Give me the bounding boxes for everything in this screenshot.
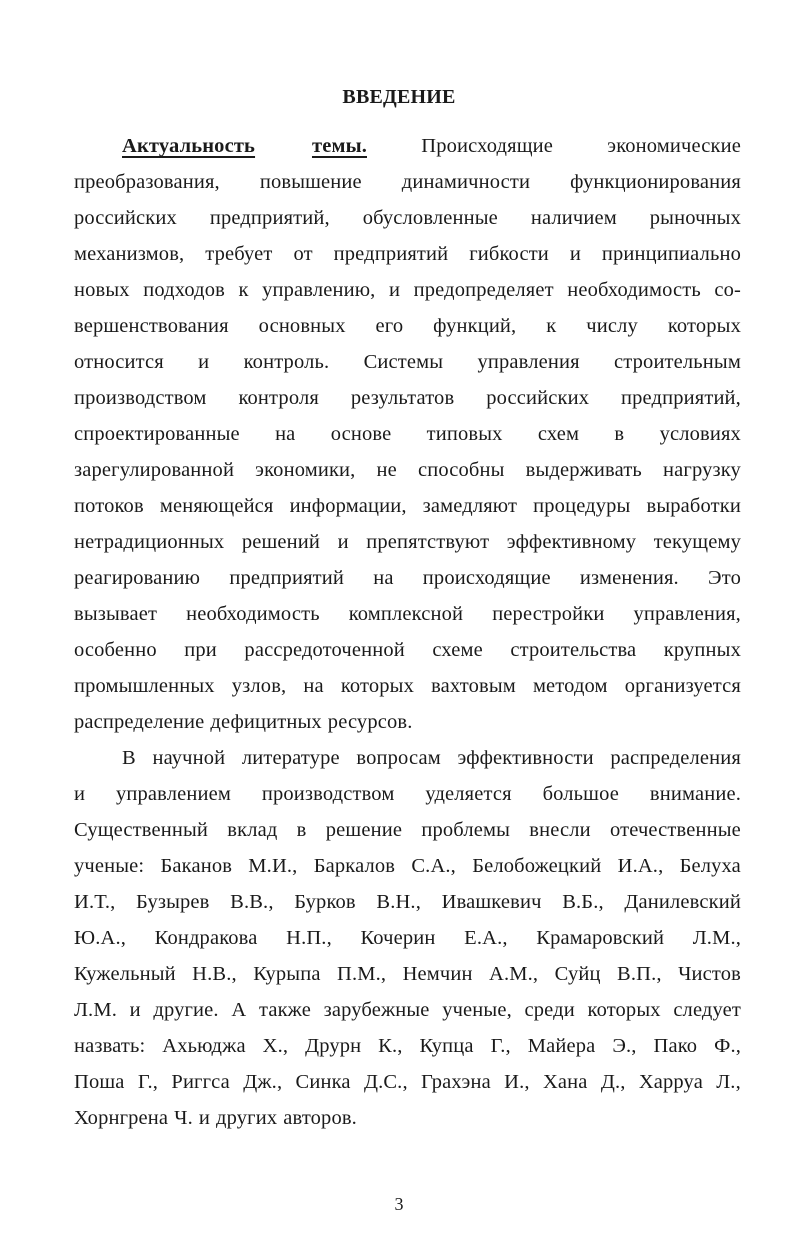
text-line xyxy=(74,848,741,884)
text-line xyxy=(74,200,741,236)
word: в xyxy=(296,819,307,841)
word: и xyxy=(198,351,210,373)
word: типовых xyxy=(426,423,503,445)
word: выдерживать xyxy=(525,459,642,481)
word: перестройки xyxy=(492,603,605,625)
word: В.Н., xyxy=(376,891,421,913)
word: Купца xyxy=(419,1035,474,1057)
word: которых xyxy=(340,675,414,697)
text-line xyxy=(74,812,741,848)
word: динамичности xyxy=(401,171,531,193)
word: условиях xyxy=(659,423,741,445)
word: Баркалов xyxy=(313,855,396,877)
word: управления, xyxy=(633,603,741,625)
word: Кужельный xyxy=(74,963,176,985)
word: Д.С., xyxy=(363,1071,408,1093)
word: Ф., xyxy=(714,1035,741,1057)
word: обусловленные xyxy=(362,207,498,229)
text-line xyxy=(74,308,741,344)
word: Э., xyxy=(612,1035,637,1057)
word: происходящие xyxy=(422,567,551,589)
word: новых xyxy=(74,279,130,301)
word: уделяется xyxy=(425,783,512,805)
text-line xyxy=(74,344,741,380)
word: Курыпа xyxy=(253,963,321,985)
word: потоков xyxy=(74,495,144,517)
word: и xyxy=(74,783,86,805)
text-line xyxy=(74,992,741,1028)
word: комплексной xyxy=(348,603,464,625)
word: функционирования xyxy=(570,171,741,193)
word: нагрузку xyxy=(663,459,741,481)
page-number: 3 xyxy=(394,1194,404,1214)
word: эффективности xyxy=(457,747,594,769)
word: Х., xyxy=(262,1035,289,1057)
word: на xyxy=(303,675,324,697)
word: Г., xyxy=(137,1071,159,1093)
word: Пако xyxy=(653,1035,698,1057)
text-line xyxy=(74,1100,741,1136)
word: Данилевский xyxy=(624,891,741,913)
word: особенно xyxy=(74,639,157,661)
word: Чистов xyxy=(678,963,741,985)
word: внимание. xyxy=(649,783,741,805)
text-line xyxy=(74,452,741,488)
word: от xyxy=(293,243,313,265)
word: В.В., xyxy=(230,891,274,913)
page-title: ВВЕДЕНИЕ xyxy=(342,86,456,108)
text-line xyxy=(74,164,741,200)
word: вклад xyxy=(227,819,278,841)
word: Л., xyxy=(716,1071,741,1093)
word: не xyxy=(376,459,397,481)
word: Поша xyxy=(74,1071,125,1093)
word: назвать: xyxy=(74,1035,146,1057)
word: среди xyxy=(524,999,575,1021)
word: и xyxy=(337,531,349,553)
word: предприятий xyxy=(333,243,449,265)
word: Бузырев xyxy=(136,891,210,913)
word: Майера xyxy=(527,1035,596,1057)
word: и xyxy=(388,279,401,301)
word: принципиально xyxy=(601,243,741,265)
word: В.Б., xyxy=(562,891,604,913)
word: проблемы xyxy=(421,819,511,841)
word: вахтовым xyxy=(431,675,516,697)
word: узлов, xyxy=(231,675,287,697)
word: методом xyxy=(532,675,608,697)
word: Л.М., xyxy=(692,927,741,949)
text-line xyxy=(74,272,741,308)
text-line xyxy=(74,596,741,632)
word: внесли xyxy=(529,819,591,841)
word: Ч. xyxy=(174,1107,193,1129)
text-line xyxy=(74,884,741,920)
word: текущему xyxy=(653,531,741,553)
word: предприятий xyxy=(229,567,345,589)
word: Д., xyxy=(600,1071,626,1093)
word: производством xyxy=(74,387,207,409)
word: которых xyxy=(587,999,661,1021)
word: производством xyxy=(261,783,395,805)
word: функций, xyxy=(433,315,517,337)
word: в xyxy=(614,423,625,445)
text-line xyxy=(74,380,741,416)
text-line xyxy=(74,560,741,596)
word: Происходящие xyxy=(421,135,553,157)
text-line xyxy=(74,920,741,956)
word: Суйц xyxy=(554,963,601,985)
word: российских xyxy=(74,207,177,229)
word: Риггса xyxy=(171,1071,230,1093)
word: Харруа xyxy=(638,1071,703,1093)
text-line xyxy=(74,632,741,668)
word: схеме xyxy=(432,639,483,661)
word: Бурков xyxy=(294,891,356,913)
lead-heading xyxy=(122,128,367,164)
text-line xyxy=(74,488,741,524)
word: авторов. xyxy=(283,1107,357,1129)
word: управления xyxy=(477,351,580,373)
word: Хорнгрена xyxy=(74,1107,169,1129)
word: механизмов, xyxy=(74,243,185,265)
text-line xyxy=(74,236,741,272)
word: российских xyxy=(486,387,590,409)
word: зарегулированной xyxy=(74,459,235,481)
word: другие. xyxy=(153,999,219,1021)
word: научной xyxy=(152,747,226,769)
word: способны xyxy=(417,459,505,481)
word: препятствуют xyxy=(366,531,490,553)
word: литературе xyxy=(241,747,340,769)
word: экономические xyxy=(607,135,741,157)
word: информации, xyxy=(289,495,407,517)
text-line xyxy=(74,1028,741,1064)
word: Синка xyxy=(295,1071,351,1093)
word: И.Т., xyxy=(74,891,116,913)
word: следует xyxy=(673,999,741,1021)
word: Ивашкевич xyxy=(441,891,542,913)
word: управлению, xyxy=(262,279,376,301)
word: основе xyxy=(330,423,392,445)
word: замедляют xyxy=(422,495,518,517)
word: строительным xyxy=(614,351,741,373)
word: крупных xyxy=(663,639,741,661)
word: Дж., xyxy=(243,1071,283,1093)
word: изменения. xyxy=(579,567,679,589)
word: А xyxy=(231,999,247,1021)
word: М.И., xyxy=(248,855,298,877)
word: П.М., xyxy=(337,963,387,985)
word: реагированию xyxy=(74,567,201,589)
word: Это xyxy=(708,567,741,589)
word: Е.А., xyxy=(464,927,508,949)
word: дефицитных xyxy=(210,711,322,733)
word: Системы xyxy=(363,351,444,373)
text-line xyxy=(74,956,741,992)
word: Л.М. xyxy=(74,999,117,1021)
paragraph-relevance xyxy=(74,128,741,740)
word: необходимость xyxy=(186,603,320,625)
word: отечественные xyxy=(609,819,741,841)
word: рыночных xyxy=(649,207,741,229)
word: предопределяет xyxy=(413,279,554,301)
word: распределения xyxy=(610,747,741,769)
word: гибкости xyxy=(469,243,549,265)
word: предприятий, xyxy=(621,387,741,409)
word: К., xyxy=(378,1035,403,1057)
word: Хана xyxy=(542,1071,588,1093)
text-line xyxy=(74,128,741,164)
text-line xyxy=(74,1064,741,1100)
word: зарубежные xyxy=(323,999,430,1021)
word: Ю.А., xyxy=(74,927,126,949)
word: числу xyxy=(586,315,638,337)
word: необходимость xyxy=(567,279,701,301)
word: его xyxy=(375,315,404,337)
text-line xyxy=(74,668,741,704)
word: Белуха xyxy=(679,855,741,877)
word: С.А., xyxy=(411,855,456,877)
word: нетрадиционных xyxy=(74,531,225,553)
word: требует xyxy=(205,243,273,265)
word: эффективному xyxy=(506,531,637,553)
word: преобразования, xyxy=(74,171,220,193)
word: Н.П., xyxy=(286,927,332,949)
word: которых xyxy=(667,315,741,337)
word: Друрн xyxy=(305,1035,362,1057)
word: Белобожецкий xyxy=(472,855,602,877)
word: И.А., xyxy=(617,855,664,877)
word: распределение xyxy=(74,711,205,733)
word: и xyxy=(569,243,581,265)
word: результатов xyxy=(350,387,455,409)
word: В xyxy=(122,747,136,769)
word: контроль. xyxy=(243,351,330,373)
text-line xyxy=(74,524,741,560)
word: выработки xyxy=(646,495,741,517)
word: также xyxy=(258,999,311,1021)
text-line xyxy=(74,704,741,740)
word: процедуры xyxy=(533,495,631,517)
word: ученые, xyxy=(442,999,512,1021)
word: организуется xyxy=(624,675,741,697)
word: И., xyxy=(504,1071,530,1093)
word: экономики, xyxy=(255,459,356,481)
word: предприятий, xyxy=(209,207,330,229)
word: ресурсов. xyxy=(327,711,413,733)
word: спроектированные xyxy=(74,423,240,445)
word: Существенный xyxy=(74,819,209,841)
word: Баканов xyxy=(160,855,233,877)
word: на xyxy=(373,567,394,589)
word: Крамаровский xyxy=(536,927,665,949)
word: и xyxy=(129,999,141,1021)
word: управлением xyxy=(116,783,231,805)
word: решение xyxy=(325,819,403,841)
word: строительства xyxy=(510,639,637,661)
word: Кочерин xyxy=(360,927,436,949)
word: со- xyxy=(714,279,741,301)
word: Г., xyxy=(490,1035,511,1057)
text-line xyxy=(74,776,741,812)
word: к xyxy=(546,315,557,337)
word: других xyxy=(216,1107,278,1129)
word: и xyxy=(198,1107,211,1129)
word: Грахэна xyxy=(421,1071,491,1093)
word: вопросам xyxy=(356,747,441,769)
lead-word: темы. xyxy=(311,135,367,157)
word: основных xyxy=(258,315,346,337)
word: вершенствования xyxy=(74,315,229,337)
word: контроля xyxy=(238,387,319,409)
word: меняющейся xyxy=(159,495,274,517)
word: Кондракова xyxy=(154,927,258,949)
word: Н.В., xyxy=(192,963,237,985)
lead-word: Актуальность xyxy=(122,135,256,157)
word: Ахьюджа xyxy=(162,1035,246,1057)
word: наличием xyxy=(530,207,617,229)
word: вызывает xyxy=(74,603,158,625)
word: схем xyxy=(537,423,580,445)
word: рассредоточенной xyxy=(244,639,405,661)
word: ученые: xyxy=(74,855,145,877)
word: подходов xyxy=(143,279,225,301)
word: большое xyxy=(542,783,620,805)
text-line xyxy=(74,416,741,452)
word: относится xyxy=(74,351,164,373)
word: при xyxy=(184,639,217,661)
text-line xyxy=(74,740,741,776)
paragraph-literature xyxy=(74,740,741,1136)
word: к xyxy=(238,279,249,301)
word: Немчин xyxy=(402,963,473,985)
word: В.П., xyxy=(617,963,662,985)
word: на xyxy=(275,423,296,445)
word: решений xyxy=(241,531,321,553)
word: А.М., xyxy=(489,963,539,985)
word: повышение xyxy=(259,171,362,193)
word: промышленных xyxy=(74,675,215,697)
